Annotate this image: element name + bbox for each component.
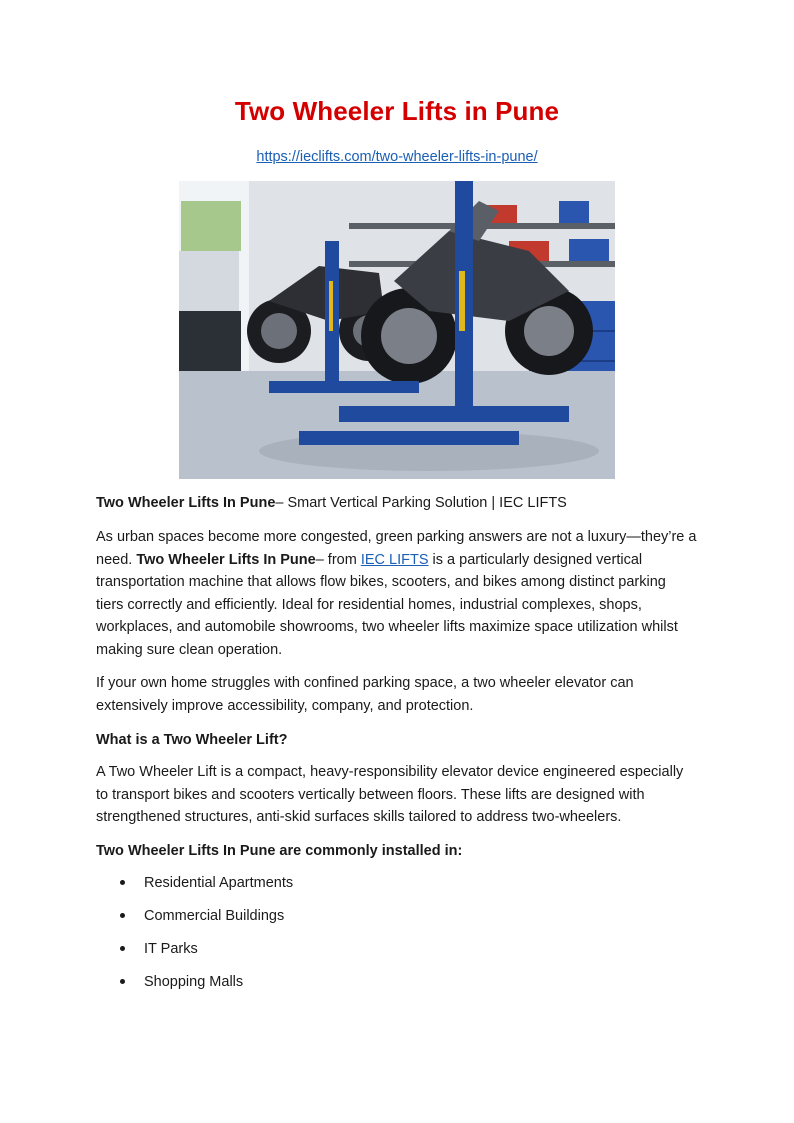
paragraph-2-line: extensively improve accessibility, company, and protection. (96, 697, 474, 714)
paragraph-1-line: tiers correctly and efficiently. Ideal for residential homes, industrial complexes, shops, (96, 596, 642, 613)
intro-bold: Two Wheeler Lifts In Pune (96, 495, 276, 511)
paragraph-1 (96, 526, 701, 661)
page-title: Two Wheeler Lifts in Pune (234, 96, 560, 126)
paragraph-3-line: strengthened structures, anti-skid surfaces skills tailored to address two-wheelers. (96, 809, 622, 825)
intro-line (96, 492, 701, 515)
motorcycle-lift-photo-icon (179, 181, 615, 479)
list-item (96, 938, 696, 971)
paragraph-1-from: – from (315, 551, 361, 568)
paragraph-3 (96, 761, 701, 829)
paragraph-1-line: making sure clean operation. (96, 641, 283, 658)
heading-what-is: What is a Two Wheeler Lift? (96, 732, 288, 748)
list-item-label: IT Parks (144, 941, 198, 957)
bullet-icon (120, 979, 125, 984)
installation-list (96, 872, 696, 1004)
intro-rest: – Smart Vertical Parking Solution | IEC LIFTS (275, 495, 567, 511)
list-item-label: Residential Apartments (144, 875, 294, 891)
list-item (96, 872, 696, 905)
paragraph-2 (96, 672, 701, 717)
list-item-label: Shopping Malls (144, 974, 244, 990)
paragraph-1-line: As urban spaces become more congested, green parking answers are not a luxury—they’re a (96, 529, 697, 545)
bullet-icon (120, 913, 125, 918)
list-item (96, 971, 696, 1004)
paragraph-1-after: is a particularly designed vertical (428, 551, 643, 568)
bullet-icon (120, 946, 125, 951)
source-url-link[interactable]: https://ieclifts.com/two-wheeler-lifts-in-pune/ (256, 149, 538, 165)
paragraph-1-line: workplaces, and automobile showrooms, two wheeler lifts maximize space utilization whilst (96, 619, 678, 635)
bullet-icon (120, 880, 125, 885)
paragraph-1-bold: Two Wheeler Lifts In Pune (136, 551, 316, 568)
paragraph-1-line: transportation machine that allows flow bikes, scooters, and bikes among distinct parking (96, 574, 666, 590)
paragraph-1-line (96, 549, 701, 572)
heading-installed-in: Two Wheeler Lifts In Pune are commonly installed in: (96, 843, 463, 859)
paragraph-2-line: If your own home struggles with confined parking space, a two wheeler elevator can (96, 675, 634, 691)
paragraph-3-line: A Two Wheeler Lift is a compact, heavy-responsibility elevator device engineered especially (96, 764, 684, 780)
iec-lifts-link[interactable]: IEC LIFTS (360, 551, 429, 568)
paragraph-3-line: to transport bikes and scooters vertically between floors. These lifts are designed with (96, 786, 645, 803)
list-item (96, 905, 696, 938)
hero-image (179, 181, 615, 479)
section-heading (96, 729, 701, 752)
section-heading (96, 840, 701, 863)
source-url (0, 149, 794, 165)
paragraph-1-need: need. (96, 551, 137, 568)
list-item-label: Commercial Buildings (144, 908, 285, 924)
